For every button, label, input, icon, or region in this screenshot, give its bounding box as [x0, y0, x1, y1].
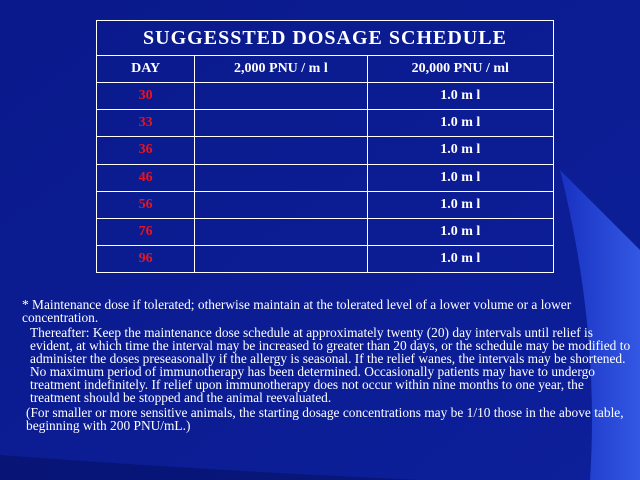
table-row	[97, 164, 554, 191]
notes-section	[22, 298, 634, 432]
dose-20000-cell: 1.0 m l	[367, 191, 553, 218]
day-cell: 46	[97, 164, 195, 191]
table-title: SUGGESSTED DOSAGE SCHEDULE	[97, 21, 554, 56]
dose-2000-cell	[195, 110, 367, 137]
table-header-row	[97, 56, 554, 83]
header-day: DAY	[97, 56, 195, 83]
dose-20000-cell: 1.0 m l	[367, 83, 553, 110]
dose-2000-cell	[195, 245, 367, 272]
header-2000-pnu: 2,000 PNU / m l	[195, 56, 367, 83]
day-cell: 76	[97, 218, 195, 245]
maintenance-note: * Maintenance dose if tolerated; otherwise maintain at the tolerated level of a lower volume or a lower concentration.	[22, 297, 572, 325]
dose-20000-cell: 1.0 m l	[367, 110, 553, 137]
day-cell: 30	[97, 83, 195, 110]
dose-2000-cell	[195, 164, 367, 191]
table-row	[97, 191, 554, 218]
dose-2000-cell	[195, 137, 367, 164]
header-20000-pnu: 20,000 PNU / ml	[367, 56, 553, 83]
table-title-row	[97, 21, 554, 56]
day-cell: 56	[97, 191, 195, 218]
dose-2000-cell	[195, 83, 367, 110]
dose-20000-cell: 1.0 m l	[367, 164, 553, 191]
day-cell: 96	[97, 245, 195, 272]
table-row	[97, 218, 554, 245]
dosage-schedule-table	[96, 20, 554, 273]
dose-20000-cell: 1.0 m l	[367, 218, 553, 245]
dose-20000-cell: 1.0 m l	[367, 245, 553, 272]
dose-2000-cell	[195, 191, 367, 218]
dose-20000-cell: 1.0 m l	[367, 137, 553, 164]
table-row	[97, 110, 554, 137]
day-cell: 33	[97, 110, 195, 137]
thereafter-note: Thereafter: Keep the maintenance dose schedule at approximately twenty (20) day intervals until relief is evident, at which time the interval may be increased to greater than 20 days, or the schedule may be modified to administer the doses preseasonally if the allergy is seasonal. If the relief wanes, the intervals may be shortened. No maximum period of immunotherapy has been determined. Occasionally patients may have to undergo treatment indefinitely. If relief upon immunotherapy does not occur within nine months to one year, the treatment should be stopped and the animal reevaluated.	[30, 325, 631, 405]
table-row	[97, 83, 554, 110]
table-row	[97, 137, 554, 164]
table-row	[97, 245, 554, 272]
smaller-animals-note: (For smaller or more sensitive animals, the starting dosage concentrations may be 1/10 those in the above table, beginning with 200 PNU/mL.)	[26, 405, 624, 433]
day-cell: 36	[97, 137, 195, 164]
dose-2000-cell	[195, 218, 367, 245]
